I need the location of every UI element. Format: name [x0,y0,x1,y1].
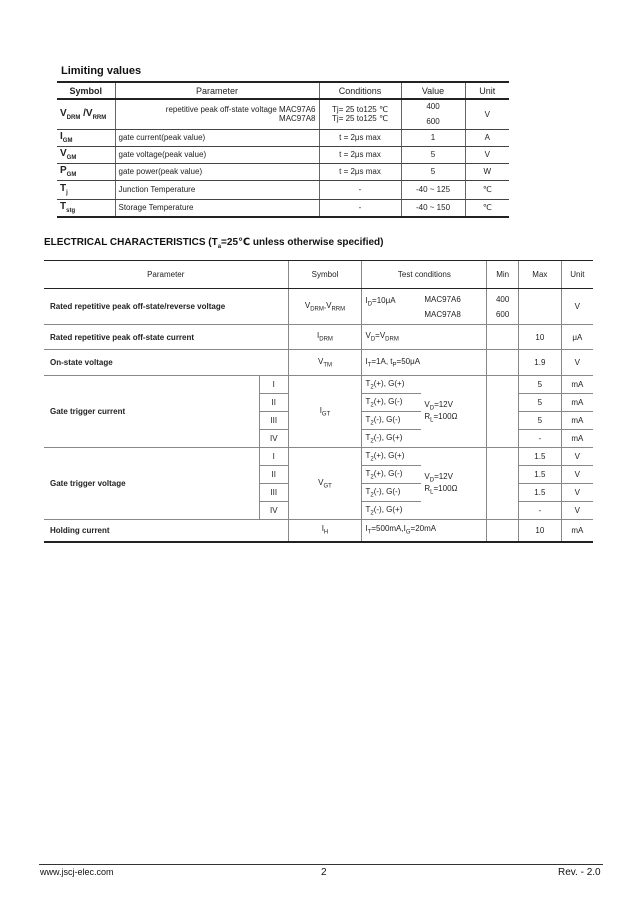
symbol-cell: $T_{stg}$ [57,199,115,217]
header-symbol: Symbol [288,261,362,289]
unit-cell: μA [561,325,593,350]
test-condition-cell: $I_T=1A$, $t_P=50\mu A$ [362,350,487,376]
parameter-cell: repetitive peak off-state voltage MAC97A6 MAC97A8 [115,99,319,129]
symbol-cell: $V_{GT}$ [288,448,362,520]
value-cell: 1 [401,129,465,146]
quadrant-cell: III [260,412,288,430]
unit-cell: mA [561,520,593,542]
unit-cell: V [561,484,593,502]
unit-cell: V [561,289,593,325]
conditions-cell: Tj= 25 to125 ℃ Tj= 25 to125 ℃ [319,99,401,129]
parameter-cell: gate voltage(peak value) [115,146,319,163]
max-cell: 1.5 [519,466,562,484]
conditions-cell: t = 2μs max [319,163,401,180]
limiting-values-table [57,81,509,218]
symbol-cell: $I_H$ [288,520,362,542]
terminal-cell: $T_2(+)$, G(-) [362,466,421,484]
parameter-cell: Gate trigger current [44,376,260,448]
symbol-cell: $V_{GM}$ [57,146,115,163]
unit-cell: V [561,350,593,376]
quadrant-cell: I [260,448,288,466]
header-unit: Unit [465,82,509,99]
max-cell: 5 [519,376,562,394]
page-number: 2 [321,867,327,878]
symbol-cell: $V_{DRM}$ $/V_{RRM}$ [57,99,115,129]
terminal-cell: $T_2(-)$, G(-) [362,484,421,502]
unit-cell: mA [561,376,593,394]
parameter-cell: Junction Temperature [115,180,319,199]
unit-cell: V [561,502,593,520]
table-row [44,289,593,325]
table-row [44,520,593,542]
symbol-cell: $T_j$ [57,180,115,199]
table-row [57,199,509,217]
value-cell: -40 ~ 150 [401,199,465,217]
symbol-cell: $V_{DRM},V_{RRM}$ [288,289,362,325]
parameter-cell: Holding current [44,520,288,542]
conditions-cell: t = 2μs max [319,129,401,146]
parameter-cell: Storage Temperature [115,199,319,217]
table-header-row [44,261,593,289]
min-cell [487,350,519,376]
footer-divider [39,864,603,865]
symbol-cell: $I_{GT}$ [288,376,362,448]
symbol-cell: $V_{TM}$ [288,350,362,376]
table-row [44,350,593,376]
max-cell: 1.5 [519,448,562,466]
max-cell: - [519,430,562,448]
max-cell: 1.9 [519,350,562,376]
test-condition-cell: $V_D=V_{DRM}$ [362,325,487,350]
parameter-cell: gate power(peak value) [115,163,319,180]
unit-cell: mA [561,430,593,448]
unit-cell: W [465,163,509,180]
unit-cell: V [561,448,593,466]
value-cell: -40 ~ 125 [401,180,465,199]
terminal-cell: $T_2(-)$, G(-) [362,412,421,430]
symbol-cell: $P_{GM}$ [57,163,115,180]
unit-cell: mA [561,412,593,430]
min-cell [487,325,519,350]
conditions-cell: - [319,180,401,199]
terminal-cell: $T_2(-)$, G(+) [362,502,421,520]
header-unit: Unit [561,261,593,289]
header-conditions: Conditions [319,82,401,99]
max-cell: - [519,502,562,520]
table-row [57,180,509,199]
symbol-cell: $I_{GM}$ [57,129,115,146]
header-min: Min [487,261,519,289]
table-row [57,146,509,163]
unit-cell: ℃ [465,180,509,199]
unit-cell: V [561,466,593,484]
table-row [44,376,593,394]
min-cell [487,376,519,448]
max-cell: 5 [519,394,562,412]
conditions-cell: - [319,199,401,217]
table-header-row [57,82,509,99]
min-cell: 400 600 [487,289,519,325]
terminal-cell: $T_2(+)$, G(+) [362,448,421,466]
footer-url: www.jscj-elec.com [40,867,114,877]
header-test-conditions: Test conditions [362,261,487,289]
test-condition-cell: $V_D=12V$ $R_L=100\Omega$ [421,376,486,448]
test-condition-cell: $V_D=12V$ $R_L=100\Omega$ [421,448,486,520]
symbol-cell: $I_{DRM}$ [288,325,362,350]
header-parameter: Parameter [115,82,319,99]
parameter-cell: gate current(peak value) [115,129,319,146]
table-row [57,99,509,129]
electrical-characteristics-table [44,260,593,543]
parameter-cell: Rated repetitive peak off-state/reverse voltage [44,289,288,325]
min-cell [487,448,519,520]
quadrant-cell: III [260,484,288,502]
header-value: Value [401,82,465,99]
table-row [57,163,509,180]
max-cell: 10 [519,520,562,542]
quadrant-cell: IV [260,430,288,448]
conditions-cell: t = 2μs max [319,146,401,163]
value-cell: 400 600 [401,99,465,129]
revision-label: Rev. - 2.0 [558,867,601,878]
header-symbol: Symbol [57,82,115,99]
parameter-cell: Gate trigger voltage [44,448,260,520]
header-parameter: Parameter [44,261,288,289]
value-cell: 5 [401,163,465,180]
quadrant-cell: II [260,466,288,484]
max-cell [519,289,562,325]
header-max: Max [519,261,562,289]
parameter-cell: Rated repetitive peak off-state current [44,325,288,350]
min-cell [487,520,519,542]
unit-cell: ℃ [465,199,509,217]
max-cell: 10 [519,325,562,350]
test-condition-cell: $I_D=10\mu A$ [362,289,421,325]
electrical-characteristics-title: ELECTRICAL CHARACTERISTICS ($T_a=25℃$ unless otherwise specified) [44,237,384,250]
unit-cell: V [465,146,509,163]
terminal-cell: $T_2(+)$, G(+) [362,376,421,394]
value-cell: 5 [401,146,465,163]
parameter-cell: On-state voltage [44,350,288,376]
quadrant-cell: I [260,376,288,394]
quadrant-cell: IV [260,502,288,520]
max-cell: 5 [519,412,562,430]
max-cell: 1.5 [519,484,562,502]
model-cell: MAC97A6 MAC97A8 [421,289,486,325]
terminal-cell: $T_2(-)$, G(+) [362,430,421,448]
unit-cell: V [465,99,509,129]
terminal-cell: $T_2(+)$, G(-) [362,394,421,412]
table-row [57,129,509,146]
table-row [44,325,593,350]
limiting-values-title: Limiting values [61,65,142,77]
unit-cell: mA [561,394,593,412]
unit-cell: A [465,129,509,146]
quadrant-cell: II [260,394,288,412]
test-condition-cell: $I_T=500mA,I_G=20mA$ [362,520,487,542]
table-row [44,448,593,466]
